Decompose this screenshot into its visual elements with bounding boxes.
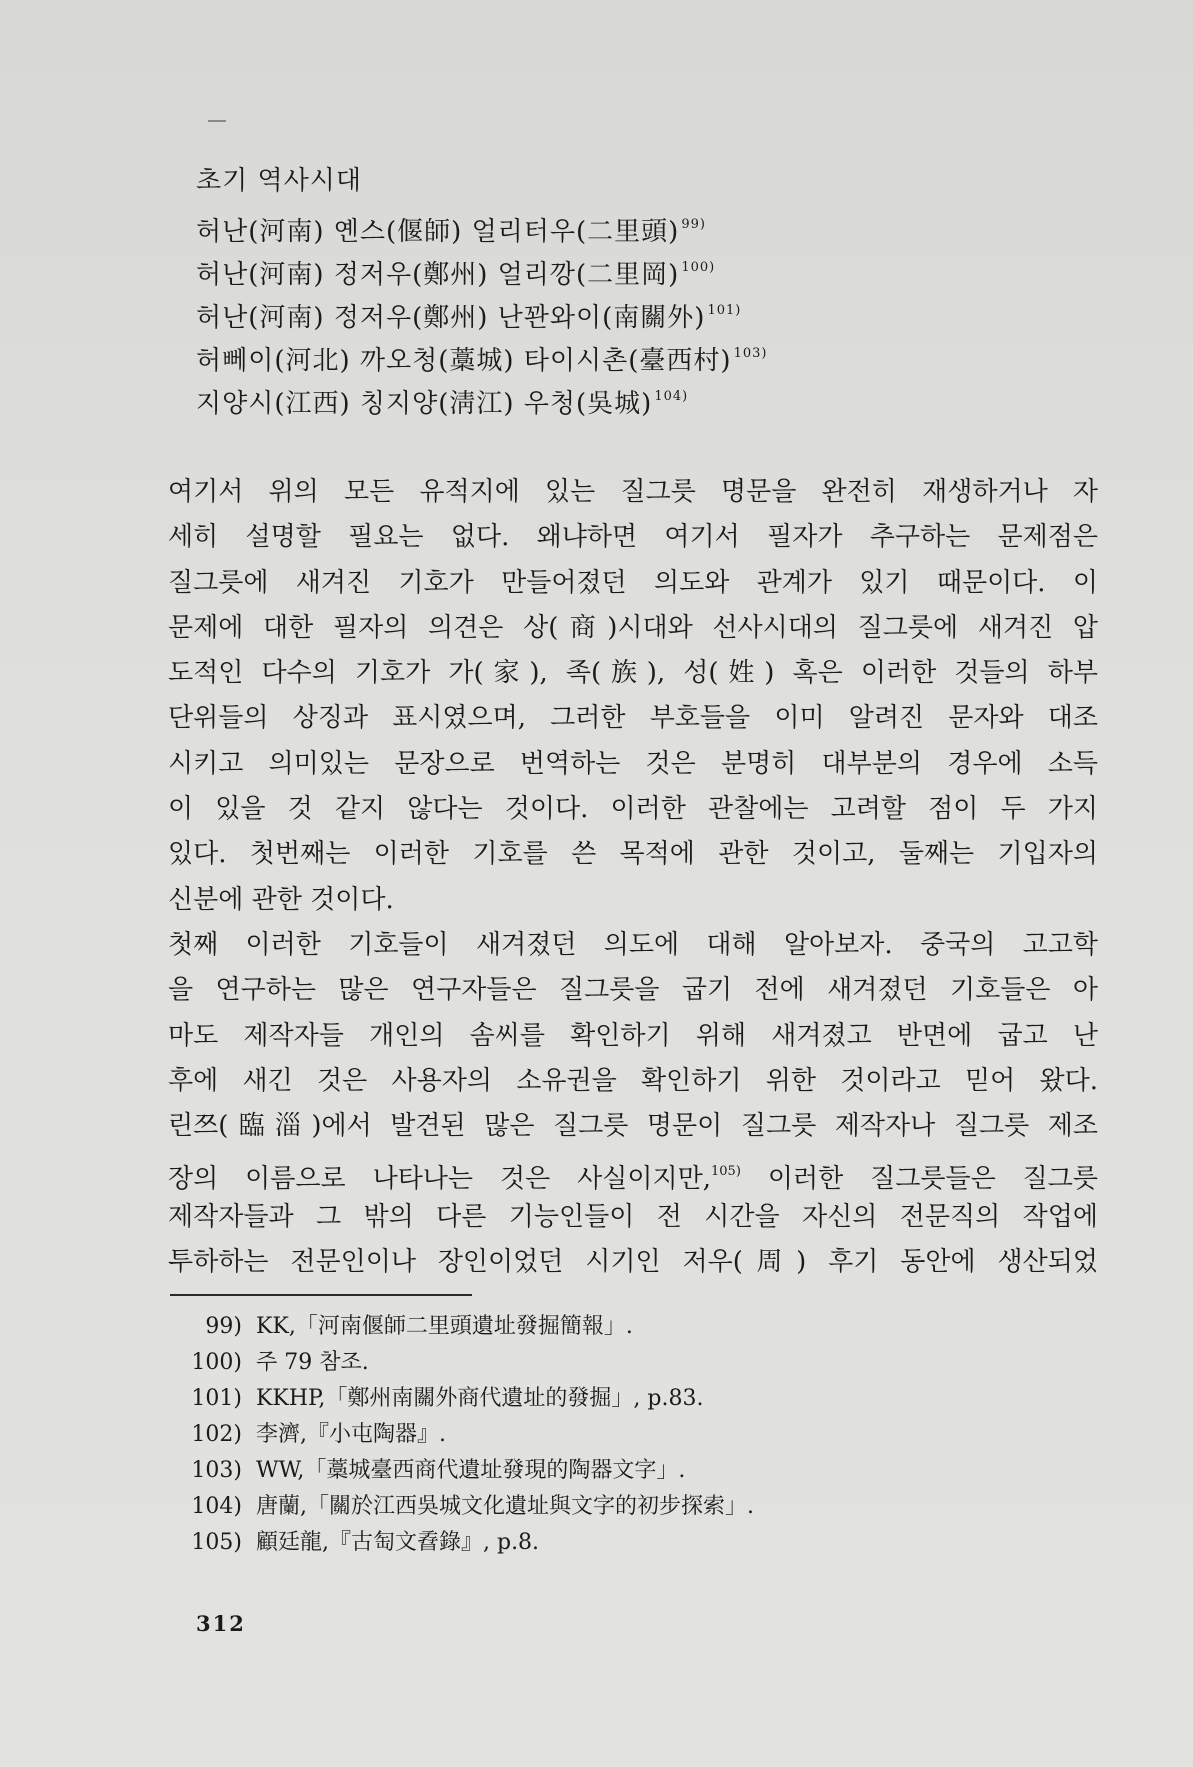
footnote-ref: 104) — [654, 389, 689, 404]
footnote — [180, 1417, 1080, 1453]
footnote-number: 103) — [191, 1458, 242, 1483]
site-item: 허난(河南) 옌스(偃師) 얼리터우(二里頭) $^{99)}$ — [196, 217, 706, 247]
body-line: 단위들의 상징과 표시였으며, 그러한 부호들을 이미 알려진 문자와 대조 — [168, 703, 1098, 734]
footnote — [180, 1453, 1080, 1489]
body-line: 문제에 대한 필자의 의견은 상(商)시대와 선사시대의 질그릇에 새겨진 압 — [168, 612, 1098, 643]
body-line: 시키고 의미있는 문장으로 번역하는 것은 분명히 대부분의 경우에 소득 — [168, 748, 1098, 779]
body-line: 첫째 이러한 기호들이 새겨졌던 의도에 대해 알아보자. 중국의 고고학 — [168, 929, 1098, 960]
print-mark — [208, 120, 226, 122]
footnotes — [180, 1309, 1080, 1561]
body-line: 질그릇에 새겨진 기호가 만들어졌던 의도와 관계가 있기 때문이다. 이 — [168, 567, 1098, 598]
footnote-number: 100) — [191, 1350, 242, 1375]
footnote-ref: 100) — [681, 260, 716, 275]
site-list — [196, 160, 996, 418]
body-line: 마도 제작자들 개인의 솜씨를 확인하기 위해 새겨졌고 반면에 굽고 난 — [168, 1020, 1098, 1051]
body-line: 여기서 위의 모든 유적지에 있는 질그릇 명문을 완전히 재생하거나 자 — [168, 477, 1098, 507]
footnote — [180, 1381, 1080, 1417]
body-line: 을 연구하는 많은 연구자들은 질그릇을 굽기 전에 새겨졌던 기호들은 아 — [168, 975, 1098, 1006]
body-line: 세히 설명할 필요는 없다. 왜냐하면 여기서 필자가 추구하는 문제점은 — [168, 522, 1098, 553]
body-line: 제작자들과 그 밖의 다른 기능인들이 전 시간을 자신의 전문직의 작업에 — [168, 1201, 1098, 1232]
body-line: 있다. 첫번째는 이러한 기호를 쓴 목적에 관한 것이고, 둘째는 기입자의 — [168, 839, 1098, 870]
footnote-text: KKHP,「鄭州南關外商代遺址的發掘」, p.83. — [256, 1386, 704, 1411]
body-line: 투하하는 전문인이나 장인이었던 시기인 저우(周) 후기 동안에 생산되었 — [168, 1247, 1098, 1278]
footnote-ref: 105) — [711, 1164, 741, 1180]
body-line: 이 있을 것 같지 않다는 것이다. 이러한 관찰에는 고려할 점이 두 가지 — [168, 794, 1098, 825]
footnote-divider — [170, 1294, 472, 1296]
footnote — [180, 1345, 1080, 1381]
body-line: 도적인 다수의 기호가 가(家), 족(族), 성(姓) 혹은 이러한 것들의 하부 — [168, 658, 1098, 689]
footnote-number: 101) — [191, 1386, 242, 1411]
footnote-text: 唐蘭,「關於江西吳城文化遺址與文字的初步探索」. — [256, 1494, 754, 1519]
page-number: 312 — [196, 1611, 246, 1636]
footnote-number: 104) — [191, 1494, 242, 1519]
footnote — [180, 1525, 1080, 1561]
footnote-number: 105) — [191, 1530, 242, 1555]
footnote-text: WW,「藁城臺西商代遺址發現的陶器文字」. — [256, 1458, 686, 1483]
footnote-ref: 99) — [681, 217, 706, 232]
footnote-number: 99) — [205, 1314, 242, 1339]
footnote-text: 顧廷龍,『古匋文孴錄』, p.8. — [256, 1530, 540, 1555]
site-item: 허난(河南) 정저우(鄭州) 난꽌와이(南關外) $^{101)}$ — [196, 303, 742, 333]
footnote-ref: 103) — [733, 346, 768, 361]
body-line: 후에 새긴 것은 사용자의 소유권을 확인하기 위한 것이라고 믿어 왔다. — [168, 1065, 1098, 1096]
site-item: 지양시(江西) 칭지양(淸江) 우청(吳城) $^{104)}$ — [196, 389, 689, 419]
body-line: 린쯔(臨淄)에서 발견된 많은 질그릇 명문이 질그릇 제작자나 질그릇 제조 — [168, 1111, 1098, 1142]
site-item: 허난(河南) 정저우(鄭州) 얼리깡(二里岡) $^{100)}$ — [196, 260, 716, 290]
footnote-text: 주 79 참조. — [256, 1350, 369, 1375]
footnote — [180, 1489, 1080, 1525]
site-item: 허뻬이(河北) 까오청(藁城) 타이시촌(臺西村) $^{103)}$ — [196, 346, 768, 376]
list-heading: 초기 역사시대 — [196, 166, 362, 196]
body-line: 장의 이름으로 나타나는 것은 사실이지만,$^{105)}$ 이러한 질그릇들은 질그릇 — [168, 1164, 1099, 1195]
footnote-ref: 101) — [707, 303, 742, 318]
footnote — [180, 1309, 1080, 1345]
footnote-text: 李濟,『小屯陶器』. — [256, 1422, 446, 1447]
body-text — [168, 470, 1098, 1285]
body-line: 신분에 관한 것이다. — [168, 884, 394, 915]
footnote-text: KK,「河南偃師二里頭遺址發掘簡報」. — [256, 1314, 633, 1339]
footnote-number: 102) — [191, 1422, 242, 1447]
